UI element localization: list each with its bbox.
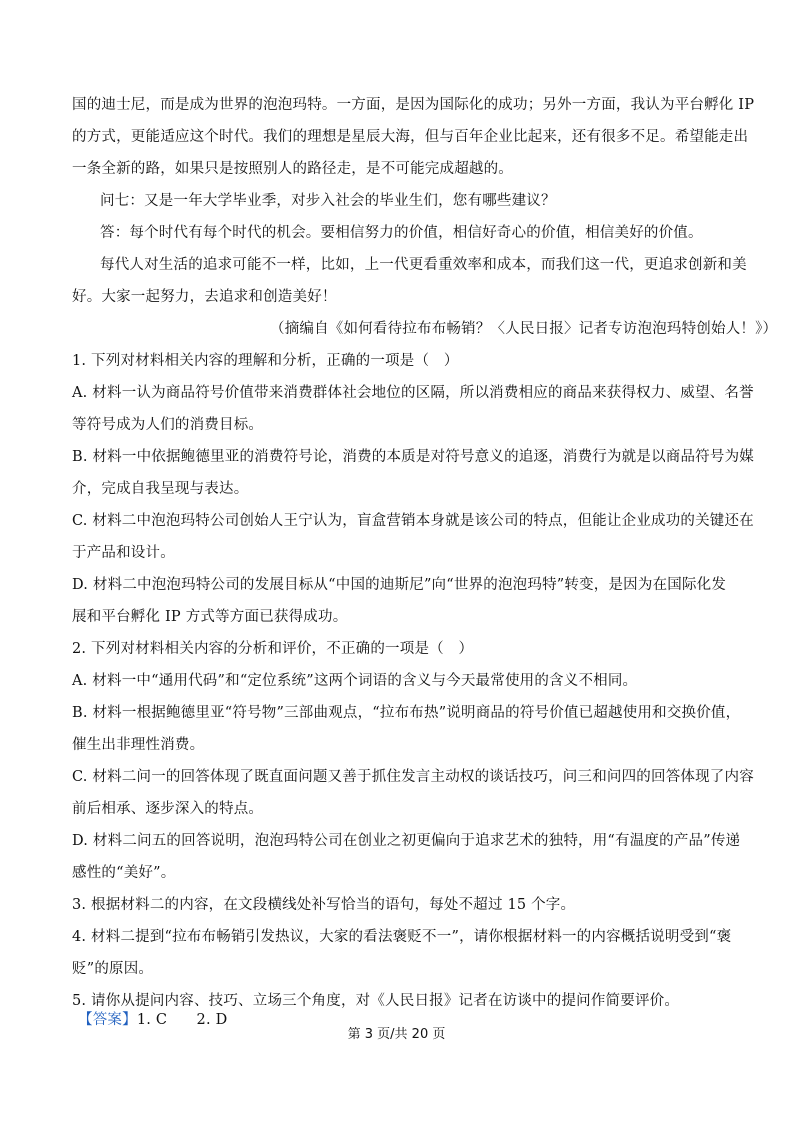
question-3: 3. 根据材料二的内容，在文段横线处补写恰当的语句，每处不超过 15 个字。 <box>72 897 576 913</box>
page-number-footer: 第 3 页/共 20 页 <box>347 1027 446 1042</box>
question-4-cont: 贬”的原因。 <box>72 961 154 977</box>
option-1d: D. 材料二中泡泡玛特公司的发展目标从“中国的迪斯尼”向“世界的泡泡玛特”转变，是因为在国际化发 <box>72 577 727 593</box>
question-2: 2. 下列对材料相关内容的分析和评价，不正确的一项是（ ） <box>72 641 474 657</box>
question-4: 4. 材料二提到“拉布布畅销引发热议，大家的看法褒贬不一”，请你根据材料一的内容概括说明受到“褒 <box>72 929 732 945</box>
option-1c-cont: 于产品和设计。 <box>72 545 175 561</box>
paragraph-line: 好。大家一起努力，去追求和创造美好！ <box>72 289 337 305</box>
source-citation: （摘编自《如何看待拉布布畅销？〈人民日报〉记者专访泡泡玛特创始人！》） <box>270 321 778 337</box>
option-2c: C. 材料二问一的回答体现了既直面问题又善于抓住发言主动权的谈话技巧，问三和问四的回答体现了内容 <box>72 769 754 785</box>
answer-label: 【答案】 <box>78 1012 137 1028</box>
option-1b-cont: 介，完成自我呈现与表达。 <box>72 481 249 497</box>
option-1d-cont: 展和平台孵化 IP 方式等方面已获得成功。 <box>72 609 348 625</box>
option-2b: B. 材料一根据鲍德里亚“符号物”三部曲观点，“拉布布热”说明商品的符号价值已超越使用和交换价值， <box>72 705 741 721</box>
option-2b-cont: 催生出非理性消费。 <box>72 737 205 753</box>
option-2d-cont: 感性的“美好”。 <box>72 865 176 881</box>
answer-text: 1. C 2. D <box>136 1012 228 1028</box>
paragraph-line: 的方式，更能适应这个时代。我们的理想是星辰大海，但与百年企业比起来，还有很多不足。希望能走出 <box>72 129 749 145</box>
option-1a-cont: 等符号成为人们的消费目标。 <box>72 417 264 433</box>
paragraph-line: 一条全新的路，如果只是按照别人的路径走，是不可能完成超越的。 <box>72 161 513 177</box>
option-1a: A. 材料一认为商品符号价值带来消费群体社会地位的区隔，所以消费相应的商品来获得权力、威望、名誉 <box>72 385 754 401</box>
question-5: 5. 请你从提问内容、技巧、立场三个角度，对《人民日报》记者在访谈中的提问作简要评价。 <box>72 993 680 1009</box>
option-1c: C. 材料二中泡泡玛特公司创始人王宁认为，盲盒营销本身就是该公司的特点，但能让企业成功的关键还在 <box>72 513 754 529</box>
option-2a: A. 材料一中“通用代码”和“定位系统”这两个词语的含义与今天最常使用的含义不相同。 <box>72 673 638 689</box>
paragraph-line: 国的迪士尼，而是成为世界的泡泡玛特。一方面，是因为国际化的成功；另外一方面，我认为平台孵化 IP <box>72 97 755 113</box>
paragraph-line: 每代人对生活的追求可能不一样，比如，上一代更看重效率和成本，而我们这一代，更追求创新和美 <box>100 257 747 273</box>
option-2c-cont: 前后相承、逐步深入的特点。 <box>72 801 264 817</box>
option-2d: D. 材料二问五的回答说明，泡泡玛特公司在创业之初更偏向于追求艺术的独特，用“有温度的产品”传递 <box>72 833 741 849</box>
question-1: 1. 下列对材料相关内容的理解和分析，正确的一项是（ ） <box>72 353 459 369</box>
option-1b: B. 材料一中依据鲍德里亚的消费符号论，消费的本质是对符号意义的追逐，消费行为就是以商品符号为媒 <box>72 449 754 465</box>
answer-seven: 答：每个时代有每个时代的机会。要相信努力的价值，相信好奇心的价值，相信美好的价值。 <box>100 225 703 241</box>
question-seven: 问七：又是一年大学毕业季，对步入社会的毕业生们，您有哪些建议？ <box>100 193 556 209</box>
